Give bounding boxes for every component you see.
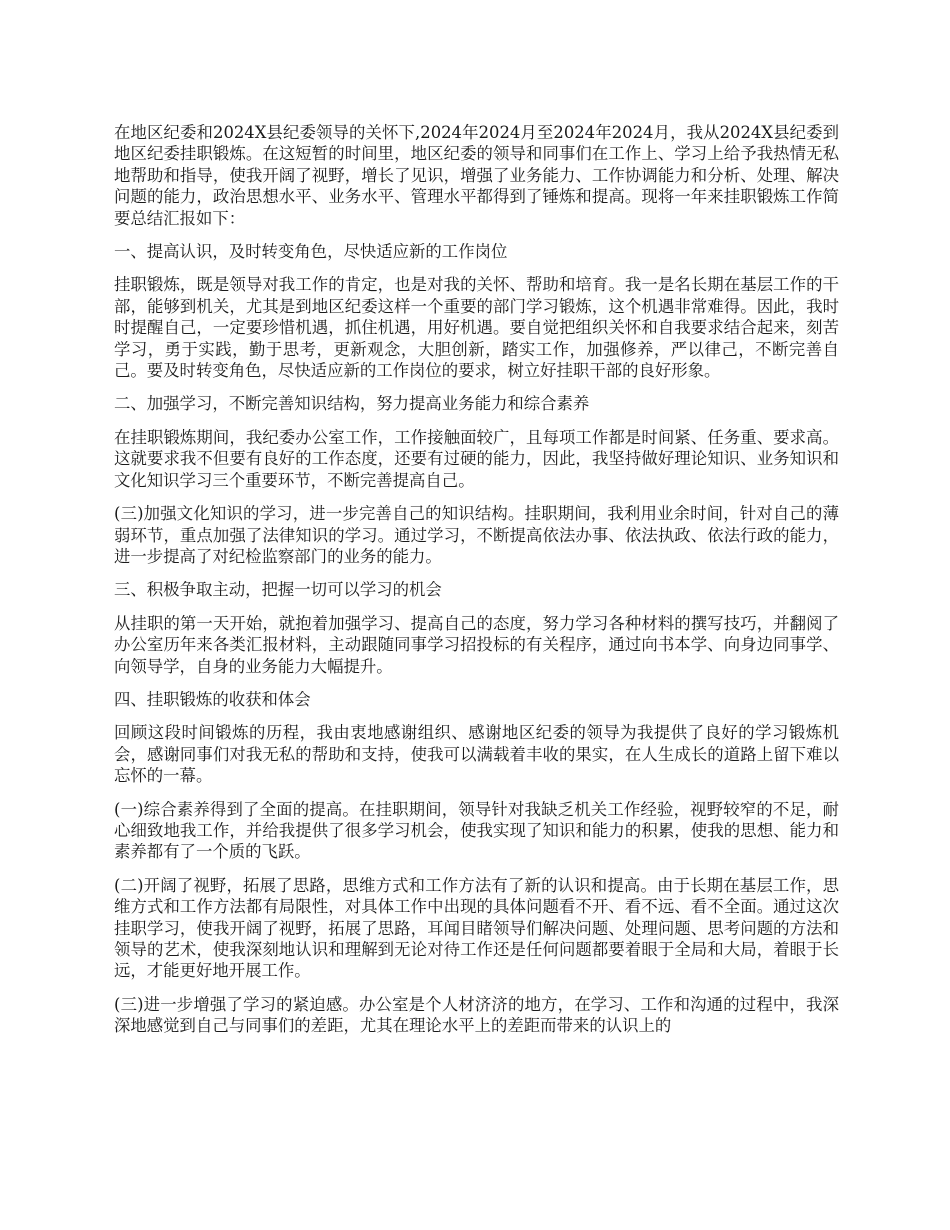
- section-4-paragraph: 回顾这段时间锻炼的历程，我由衷地感谢组织、感谢地区纪委的领导为我提供了良好的学习锻炼机会，感谢同事们对我无私的帮助和支持，使我可以满载着丰收的果实，在人生成长的道路上留下难以忘怀的一幕。: [114, 723, 839, 786]
- section-heading-2: 二、加强学习，不断完善知识结构，努力提高业务能力和综合素养: [114, 394, 590, 414]
- section-heading-1: 一、提高认识，及时转变角色，尽快适应新的工作岗位: [114, 242, 508, 262]
- document-page: [114, 122, 839, 1049]
- section-4-subparagraph-1: (一)综合素养得到了全面的提高。在挂职期间，领导针对我缺乏机关工作经验，视野较窄的不足，耐心细致地我工作，并给我提供了很多学习机会，使我实现了知识和能力的积累，使我的思想、能力和素养都有了一个质的飞跃。: [114, 799, 839, 862]
- section-1-paragraph: 挂职锻炼，既是领导对我工作的肯定，也是对我的关怀、帮助和培育。我一是名长期在基层工作的干部，能够到机关，尤其是到地区纪委这样一个重要的部门学习锻炼，这个机遇非常难得。因此，我时时提醒自己，一定要珍惜机遇，抓住机遇，用好机遇。要自觉把组织关怀和自我要求结合起来，刻苦学习，勇于实践，勤于思考，更新观念，大胆创新，踏实工作，加强修养，严以律己，不断完善自己。要及时转变角色，尽快适应新的工作岗位的要求，树立好挂职干部的良好形象。: [114, 275, 839, 381]
- section-4-subparagraph-3: (三)进一步增强了学习的紧迫感。办公室是个人材济济的地方，在学习、工作和沟通的过程中，我深深地感觉到自己与同事们的差距，尤其在理论水平上的差距而带来的认识上的: [114, 994, 839, 1036]
- section-heading-4: 四、挂职锻炼的收获和体会: [114, 689, 311, 709]
- section-2-paragraph: 在挂职锻炼期间，我纪委办公室工作，工作接触面较广，且每项工作都是时间紧、任务重、要求高。这就要求我不但要有良好的工作态度，还要有过硬的能力，因此，我坚持做好理论知识、业务知识和文化知识学习三个重要环节，不断完善提高自己。: [114, 427, 839, 490]
- section-heading-3: 三、积极争取主动，把握一切可以学习的机会: [114, 580, 442, 600]
- section-3-paragraph: 从挂职的第一天开始，就抱着加强学习、提高自己的态度，努力学习各种材料的撰写技巧，并翻阅了办公室历年来各类汇报材料，主动跟随同事学习招投标的有关程序，通过向书本学、向身边同事学、向领导学，自身的业务能力大幅提升。: [114, 613, 839, 676]
- intro-paragraph: 在地区纪委和2024X县纪委领导的关怀下,2024年2024月至2024年2024月，我从2024X县纪委到地区纪委挂职锻炼。在这短暂的时间里，地区纪委的领导和同事们在工作上、学习上给予我热情无私地帮助和指导，使我开阔了视野，增长了见识，增强了业务能力、工作协调能力和分析、处理、解决问题的能力，政治思想水平、业务水平、管理水平都得到了锤炼和提高。现将一年来挂职锻炼工作简要总结汇报如下：: [114, 123, 839, 228]
- section-2-subparagraph-3: (三)加强文化知识的学习，进一步完善自己的知识结构。挂职期间，我利用业余时间，针对自己的薄弱环节，重点加强了法律知识的学习。通过学习，不断提高依法办事、依法执政、依法行政的能力，进一步提高了对纪检监察部门的业务的能力。: [114, 504, 839, 566]
- section-4-subparagraph-2: (二)开阔了视野，拓展了思路，思维方式和工作方法有了新的认识和提高。由于长期在基层工作，思维方式和工作方法都有局限性，对具体工作中出现的具体问题看不开、看不远、看不全面。通过这次挂职学习，使我开阔了视野，拓展了思路，耳闻目睹领导们解决问题、处理问题、思考问题的方法和领导的艺术，使我深刻地认识和理解到无论对待工作还是任何问题都要着眼于全局和大局，着眼于长远，才能更好地开展工作。: [114, 875, 839, 981]
